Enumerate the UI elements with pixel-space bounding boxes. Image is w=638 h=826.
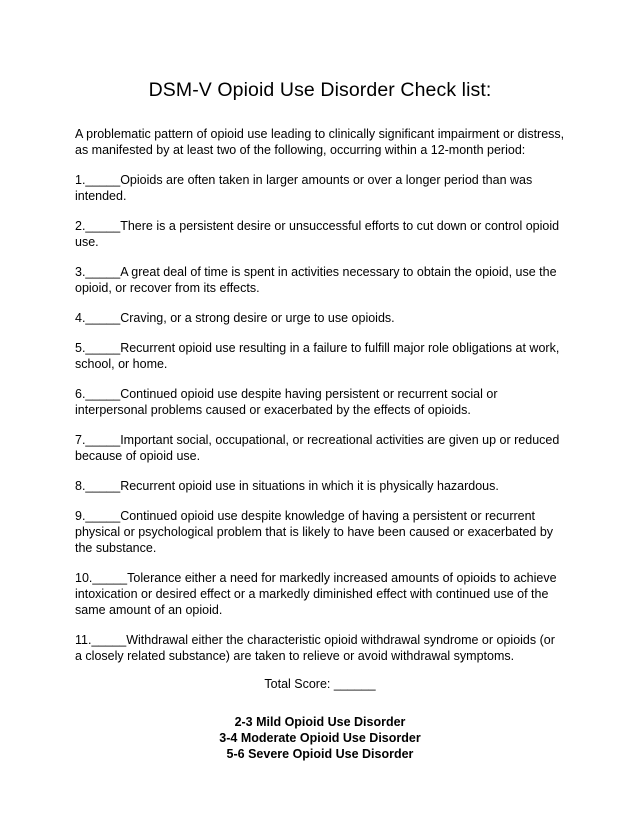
- criterion-number: 7._____: [75, 433, 121, 447]
- total-score: Total Score: ______: [264, 677, 376, 691]
- criterion-number: 3._____: [75, 265, 121, 279]
- criterion-text: Recurrent opioid use in situations in which it is physically hazardous.: [120, 479, 499, 493]
- criterion-4: [75, 310, 565, 326]
- criterion-number: 1._____: [75, 173, 121, 187]
- criterion-number: 10._____: [75, 571, 128, 585]
- criterion-text: A great deal of time is spent in activities necessary to obtain the opioid, use the opioid, or recover from its effects.: [75, 265, 557, 295]
- criterion-text: Continued opioid use despite having persistent or recurrent social or interpersonal problems caused or exacerbated by the effects of opioids.: [75, 387, 498, 417]
- severity-moderate: 3-4 Moderate Opioid Use Disorder: [219, 731, 421, 745]
- criterion-number: 9._____: [75, 509, 121, 523]
- document-page: [75, 0, 565, 762]
- severity-scale: [75, 714, 565, 762]
- criterion-1: [75, 172, 565, 204]
- criterion-6: [75, 386, 565, 418]
- criteria-list: [75, 172, 565, 664]
- criterion-2: [75, 218, 565, 250]
- criterion-text: Tolerance either a need for markedly increased amounts of opioids to achieve intoxication or desired effect or a markedly diminished effect with continued use of the same amount of an opioid.: [75, 571, 557, 617]
- criterion-9: [75, 508, 565, 556]
- criterion-5: [75, 340, 565, 372]
- criterion-7: [75, 432, 565, 464]
- criterion-text: Withdrawal either the characteristic opioid withdrawal syndrome or opioids (or a closely related substance) are taken to relieve or avoid withdrawal symptoms.: [75, 633, 555, 663]
- criterion-number: 4._____: [75, 311, 121, 325]
- intro-paragraph: A problematic pattern of opioid use leading to clinically significant impairment or distress, as manifested by at least two of the following, occurring within a 12-month period:: [75, 127, 565, 157]
- criterion-text: Important social, occupational, or recreational activities are given up or reduced because of opioid use.: [75, 433, 560, 463]
- severity-severe: 5-6 Severe Opioid Use Disorder: [226, 747, 414, 761]
- criterion-number: 11._____: [75, 633, 127, 647]
- criterion-text: Continued opioid use despite knowledge of having a persistent or recurrent physical or psychological problem that is likely to have been caused or exacerbated by the substance.: [75, 509, 554, 555]
- criterion-number: 8._____: [75, 479, 121, 493]
- criterion-number: 5._____: [75, 341, 121, 355]
- criterion-11: [75, 632, 565, 664]
- criterion-text: There is a persistent desire or unsuccessful efforts to cut down or control opioid use.: [75, 219, 560, 249]
- criterion-10: [75, 570, 565, 618]
- criterion-3: [75, 264, 565, 296]
- criterion-number: 2._____: [75, 219, 121, 233]
- criterion-number: 6._____: [75, 387, 121, 401]
- criterion-8: [75, 478, 565, 494]
- document-title: DSM-V Opioid Use Disorder Check list:: [148, 79, 492, 101]
- criterion-text: Opioids are often taken in larger amounts or over a longer period than was intended.: [75, 173, 533, 203]
- criterion-text: Recurrent opioid use resulting in a failure to fulfill major role obligations at work, school, or home.: [75, 341, 560, 371]
- severity-mild: 2-3 Mild Opioid Use Disorder: [234, 715, 406, 729]
- criterion-text: Craving, or a strong desire or urge to use opioids.: [120, 311, 395, 325]
